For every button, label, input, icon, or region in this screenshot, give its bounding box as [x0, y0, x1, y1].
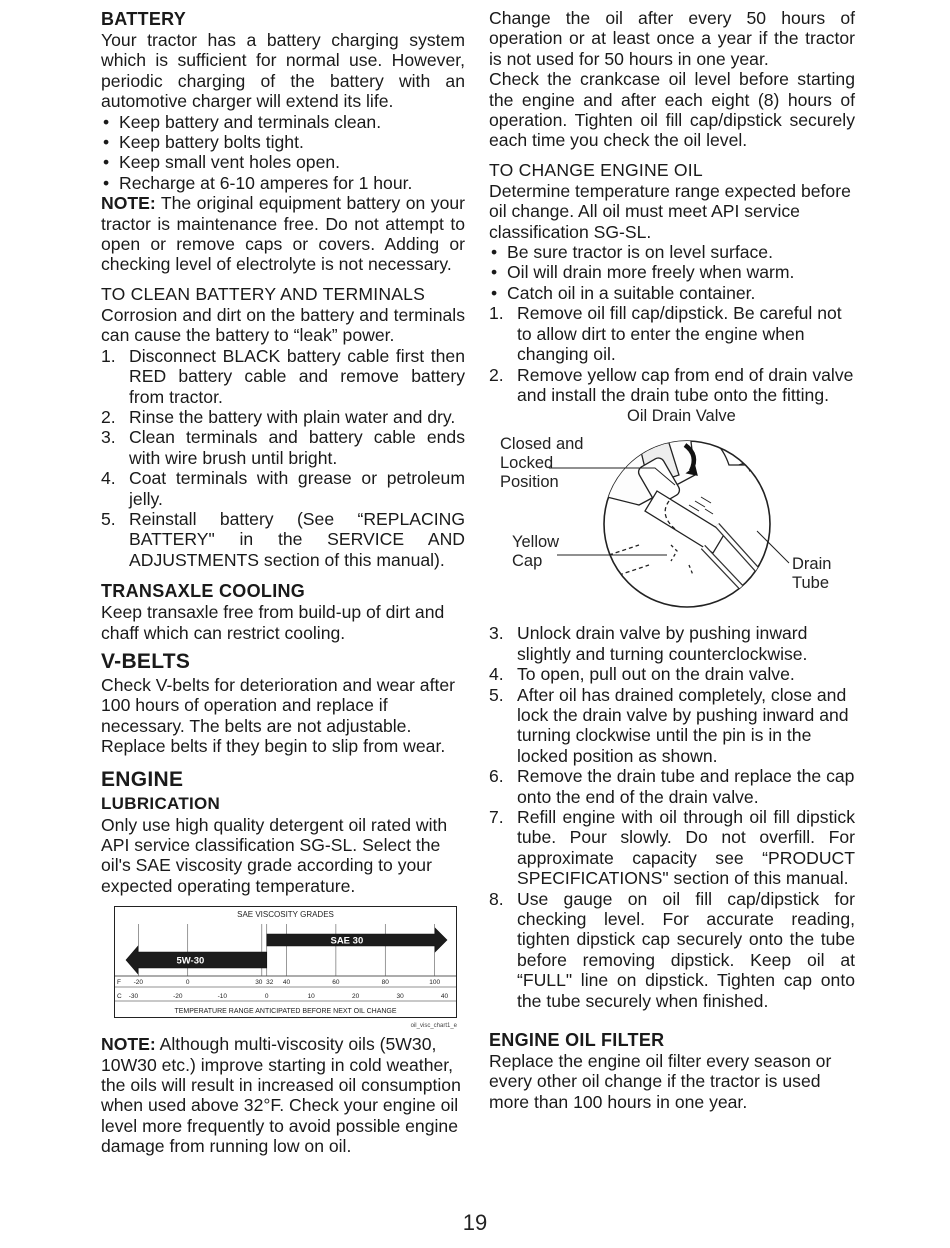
- step-number: 1.: [489, 303, 504, 324]
- engine-heading: ENGINE: [101, 767, 184, 791]
- unit-f-label: F: [117, 979, 121, 987]
- label-closed-locked: Closed and Locked Position: [500, 435, 584, 492]
- bar-label: SAE 30: [330, 935, 364, 947]
- tick-label-c: -10: [217, 993, 228, 1001]
- viscosity-chart: [114, 906, 457, 1030]
- change-oil-bullets: [489, 242, 855, 303]
- list-item: • Keep battery bolts tight.: [101, 132, 465, 152]
- step-number: 4.: [489, 664, 504, 685]
- step-number: 7.: [489, 806, 504, 827]
- tick-label-c: 20: [352, 993, 360, 1001]
- list-item: [101, 407, 465, 427]
- change-oil-heading: TO CHANGE ENGINE OIL: [489, 159, 703, 180]
- step-text: Reinstall battery (See “REPLACING BATTERY" in the SERVICE AND ADJUSTMENTS section of this manual).: [129, 508, 465, 570]
- chart-title: SAE VISCOSITY GRADES: [237, 910, 334, 920]
- oil-level-check: Check the crankcase oil level before starting the engine and after each eight (8) hours of operation. Tighten oil fill cap/dipstick securely each time you check the oil level.: [489, 69, 855, 151]
- step-text: Refill engine with oil through oil fill dipstick tube. Pour slowly. Do not overfill. For approximate capacity see “PRODUCT SPECIFICATIONS" section of this manual.: [517, 806, 855, 889]
- transaxle-heading: TRANSAXLE COOLING: [101, 581, 306, 602]
- battery-note: [101, 193, 465, 275]
- label-yellow-cap: Yellow Cap: [512, 533, 560, 571]
- transaxle-text: Keep transaxle free from build-up of dirt and chaff which can restrict cooling.: [101, 602, 445, 643]
- step-number: 5.: [101, 508, 116, 529]
- list-item: [489, 766, 855, 807]
- list-item: [101, 346, 465, 407]
- vbelts-text: Check V-belts for deterioration and wear after 100 hours of operation and replace if necessary. The belts are not adjustable. Replace belts if they begin to slip from wear.: [101, 674, 456, 757]
- battery-note-text: The original equipment battery on your tractor is maintenance free. Do not attempt to open or remove caps or covers. Adding or checking level of electrolyte is not necessary.: [101, 193, 465, 275]
- vbelts-heading: V-BELTS: [101, 649, 191, 673]
- list-item: [101, 427, 465, 468]
- tick-label-f: 40: [282, 979, 291, 987]
- tick-label-f: 0: [185, 979, 190, 987]
- oil-drain-valve-figure: [489, 405, 855, 623]
- step-number: 6.: [489, 766, 504, 787]
- battery-bullet-list: [101, 112, 465, 194]
- clean-battery-intro: Corrosion and dirt on the battery and terminals can cause the battery to “leak” power.: [101, 304, 465, 346]
- list-item: [489, 365, 855, 406]
- right-column: [489, 8, 855, 1112]
- figure-title: Oil Drain Valve: [627, 407, 736, 426]
- tick-label-c: 0: [264, 993, 269, 1001]
- list-item: [489, 664, 855, 684]
- tick-label-f: 32: [266, 979, 274, 987]
- lubrication-heading: LUBRICATION: [101, 793, 221, 813]
- label-drain-tube: Drain Tube: [792, 555, 832, 593]
- battery-heading: BATTERY: [101, 9, 187, 29]
- change-oil-intro: Determine temperature range expected before oil change. All oil must meet API service classification SG-SL.: [489, 180, 851, 242]
- page-number: 19: [462, 1210, 488, 1235]
- oil-change-interval: Change the oil after every 50 hours of operation or at least once a year if the tractor is not used for 50 hours in one year.: [489, 8, 855, 69]
- engine-oil-filter-text: Replace the engine oil filter every season or every other oil change if the tractor is used more than 100 hours in one year.: [489, 1051, 832, 1112]
- list-item: [489, 623, 855, 664]
- change-oil-steps-b: [489, 623, 855, 1011]
- note-label: NOTE:: [101, 193, 156, 214]
- battery-intro: Your tractor has a battery charging system which is sufficient for normal use. However, periodic charging of the battery with an automotive charger will extend its life.: [101, 30, 465, 112]
- step-text: Unlock drain valve by pushing inward slightly and turning counterclockwise.: [517, 623, 808, 664]
- step-number: 3.: [489, 623, 504, 644]
- tick-label-f: 80: [381, 979, 389, 987]
- note-multiviscosity: [101, 1034, 465, 1156]
- step-text: Remove oil fill cap/dipstick. Be careful not to allow dirt to enter the engine when changing oil.: [517, 303, 842, 365]
- chart-code: oil_visc_chart1_e: [410, 1023, 457, 1030]
- tick-label-c: -20: [173, 993, 183, 1001]
- list-item: [489, 807, 855, 889]
- step-number: 2.: [489, 364, 504, 385]
- lubrication-text: Only use high quality detergent oil rated with API service classification SG-SL. Select the oil's SAE viscosity grade according to your expected operating temperature.: [101, 814, 448, 896]
- step-number: 1.: [101, 345, 116, 366]
- tick-label-c: 40: [440, 993, 449, 1001]
- list-item: • Recharge at 6-10 amperes for 1 hour.: [101, 173, 465, 193]
- tick-label-f: 60: [332, 979, 340, 987]
- list-item: • Keep small vent holes open.: [101, 152, 465, 172]
- step-text: Rinse the battery with plain water and dry.: [129, 406, 456, 427]
- list-item: [101, 509, 465, 570]
- note-label: NOTE:: [101, 1034, 156, 1055]
- clean-battery-steps: [101, 346, 465, 570]
- tick-label-f: -20: [133, 979, 144, 987]
- tick-label-f: 30: [255, 979, 263, 987]
- step-text: Clean terminals and battery cable ends with wire brush until bright.: [129, 427, 465, 468]
- list-item: [101, 468, 465, 509]
- drain-valve-illustration: [489, 405, 855, 623]
- x-axis-title: TEMPERATURE RANGE ANTICIPATED BEFORE NEXT OIL CHANGE: [174, 1008, 397, 1016]
- step-number: 8.: [489, 888, 504, 909]
- list-item: • Be sure tractor is on level surface.: [489, 242, 855, 262]
- viscosity-chart-svg: [114, 906, 457, 1018]
- tick-label-c: 30: [396, 993, 404, 1001]
- note-multiviscosity-text: Although multi-viscosity oils (5W30, 10W30 etc.) improve starting in cold weather, the oils will result in increased oil consumption when used above 32°F. Check your engine oil level more frequently to avoid possible engine damage from running low on oil.: [101, 1034, 461, 1157]
- list-item: [489, 685, 855, 767]
- tick-label-c: 10: [307, 993, 315, 1001]
- step-text: Coat terminals with grease or petroleum jelly.: [129, 468, 465, 509]
- left-column: [101, 8, 465, 1157]
- step-number: 2.: [101, 406, 116, 427]
- step-text: Remove yellow cap from end of drain valve and install the drain tube onto the fitting.: [517, 364, 854, 405]
- change-oil-steps-a: [489, 303, 855, 405]
- tick-label-c: -30: [128, 993, 139, 1001]
- clean-battery-heading: TO CLEAN BATTERY AND TERMINALS: [101, 283, 426, 304]
- tick-label-f: 100: [429, 979, 441, 987]
- step-text: Remove the drain tube and replace the cap onto the end of the drain valve.: [517, 766, 855, 807]
- engine-oil-filter-heading: ENGINE OIL FILTER: [489, 1030, 665, 1051]
- bar-label: 5W-30: [176, 955, 205, 967]
- step-number: 5.: [489, 684, 504, 705]
- step-number: 3.: [101, 427, 116, 448]
- list-item: • Oil will drain more freely when warm.: [489, 262, 855, 282]
- list-item: • Catch oil in a suitable container.: [489, 283, 855, 303]
- step-text: Use gauge on oil fill cap/dipstick for checking level. For accurate reading, tighten dipstick cap securely onto the tube before removing dipstick. Keep oil at “FULL" line on dipstick. Tighten cap onto the tube securely when finished.: [517, 888, 855, 1011]
- list-item: [489, 889, 855, 1011]
- step-number: 4.: [101, 468, 116, 489]
- step-text: To open, pull out on the drain valve.: [517, 664, 795, 685]
- unit-c-label: C: [117, 993, 122, 1001]
- step-text: Disconnect BLACK battery cable first then RED battery cable and remove battery from tractor.: [129, 345, 465, 407]
- list-item: • Keep battery and terminals clean.: [101, 112, 465, 132]
- step-text: After oil has drained completely, close and lock the drain valve by pushing inward and turning clockwise until the pin is in the locked position as shown.: [517, 684, 849, 766]
- list-item: [489, 303, 855, 364]
